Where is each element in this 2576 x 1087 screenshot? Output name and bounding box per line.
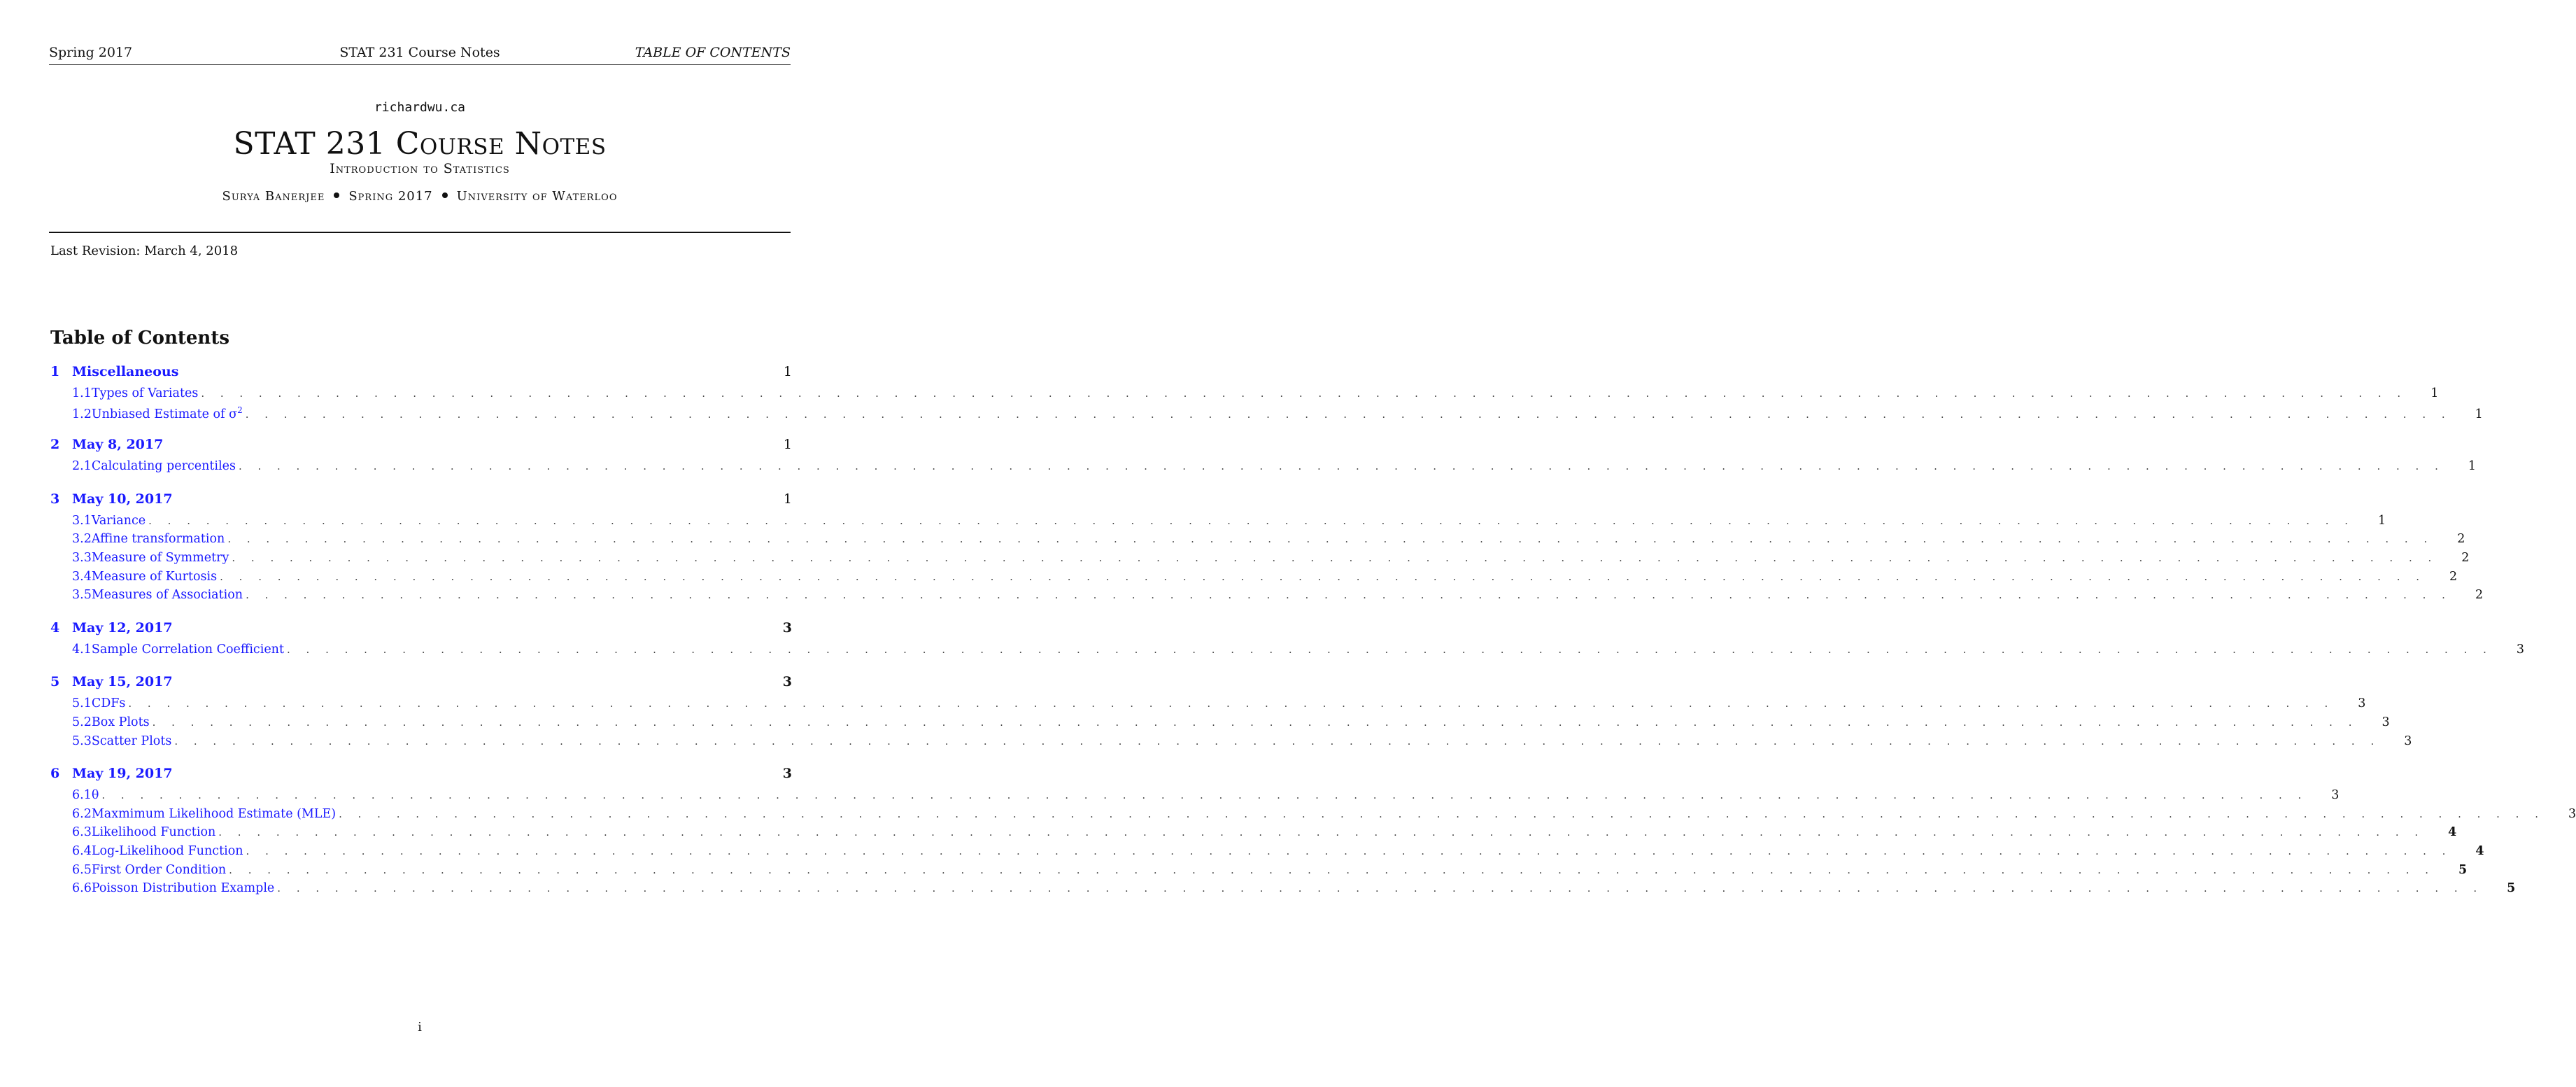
toc-subsection-title-text: Maxmimum Likelihood Estimate (MLE) [91,806,337,821]
toc-subsection-link[interactable] [50,550,2470,570]
page-title: STAT 231 Course Notes [233,126,607,162]
revision-note: Last Revision: March 4, 2018 [50,244,239,258]
toc-page-number: 3 [782,766,792,782]
page-number: i [418,1020,422,1035]
toc-leader-dots: . . . . . . . . . . . . . . . . . . . . . . . . . . . . . . . . . . . . . . . . . . . . . . . . . . . . . . . . . . . . . . . . . . . . . . . . . . . . . . . . . . . . . . . . . . . . . . . . . . . . . . . . . . . . . . . . . . . [246,589,2451,602]
toc-subsection-number: 5.2 [72,715,92,729]
toc-subsection-number: 5.3 [72,734,92,748]
toc-subsection-title-text: Measure of Symmetry [91,550,229,565]
toc-subsection-title[interactable] [92,881,277,895]
toc-subsection-title[interactable] [92,807,339,821]
toc-section-title[interactable]: May 12, 2017 [72,619,173,636]
toc-subsection-title[interactable] [92,588,246,602]
toc-page-number: 5 [2507,881,2516,896]
toc-subsection-link[interactable] [50,459,2476,478]
table-of-contents [50,364,2576,913]
toc-subsection-link[interactable] [50,532,2465,551]
toc-subsection-title-text: Poisson Distribution Example [91,881,275,896]
toc-subsection-number: 3.4 [72,569,92,584]
toc-subsection-link[interactable] [50,386,2439,405]
toc-page-number: 3 [2331,788,2340,803]
toc-subsection-title[interactable] [92,825,218,839]
toc-section-number: 6 [50,766,60,782]
toc-page-number: 3 [2358,696,2366,711]
toc-subsection-title-text: Unbiased Estimate of σ [91,407,238,421]
toc-subsection-link[interactable] [50,569,2458,589]
toc-subsection-title[interactable] [92,570,220,584]
toc-section-title[interactable]: May 10, 2017 [72,491,173,507]
toc-subsection-link[interactable] [50,825,2457,844]
toc-subsection-title-text: Log-Likelihood Function [91,843,243,858]
toc-page-number: 1 [783,364,792,379]
toc-section [50,766,2576,900]
toc-subsection-title-text: Variance [91,513,146,528]
toc-subsection-title[interactable] [92,696,129,710]
toc-leader-dots: . . . . . . . . . . . . . . . . . . . . . . . . . . . . . . . . . . . . . . . . . . . . . . . . . . . . . . . . . . . . . . . . . . . . . . . . . . . . . . . . . . . . . . . . . . . . . . . . . . . . . . . . . . . . . . . . . . . [152,715,2358,729]
toc-subsection-number: 6.2 [72,806,92,821]
toc-page-number: 1 [2475,407,2483,421]
toc-section-number: 2 [50,437,60,453]
toc-subsection-title[interactable] [92,643,287,657]
toc-leader-dots: . . . . . . . . . . . . . . . . . . . . . . . . . . . . . . . . . . . . . . . . . . . . . . . . . . . . . . . . . . . . . . . . . . . . . . . . . . . . . . . . . . . . . . . . . . . . . . . . . . . . . . . . . . . . . . . . . . . [128,697,2335,710]
header-left: Spring 2017 [49,45,133,60]
toc-leader-dots: . . . . . . . . . . . . . . . . . . . . . . . . . . . . . . . . . . . . . . . . . . . . . . . . . . . . . . . . . . . . . . . . . . . . . . . . . . . . . . . . . . . . . . . . . . . . . . . . . . . . . . . . . . . . . . . . . . . [339,807,2545,820]
toc-leader-dots: . . . . . . . . . . . . . . . . . . . . . . . . . . . . . . . . . . . . . . . . . . . . . . . . . . . . . . . . . . . . . . . . . . . . . . . . . . . . . . . . . . . . . . . . . . . . . . . . . . . . . . . . . . . . . . . . . . . [238,460,2444,473]
toc-subsection-number: 3.1 [72,513,92,528]
toc-subsection-title-text: Measure of Kurtosis [91,569,218,584]
toc-page-number: 2 [2449,569,2458,584]
toc-subsection-title-text: Types of Variates [91,386,199,400]
toc-subsection-title-text: First Order Condition [91,862,227,877]
toc-section-link[interactable] [50,491,792,514]
toc-section-link[interactable] [50,364,792,386]
toc-subsection-number: 6.5 [72,862,92,877]
toc-subsection-link[interactable] [50,843,2484,863]
toc-leader-dots: . . . . . . . . . . . . . . . . . . . . . . . . . . . . . . . . . . . . . . . . . . . . . . . . . . . . . . . . . . . . . . . . . . . . . . . . . . . . . . . . . . . . . . . . . . . . . . . . . . . . . . . . . . . . . . . . . . . [287,643,2493,656]
toc-subsection-title-text: Measures of Association [91,588,243,603]
toc-subsection-link[interactable] [50,862,2468,882]
toc-subsection-title[interactable] [92,551,232,565]
toc-section [50,364,2483,423]
toc-page-number: 4 [2448,825,2457,840]
running-header [49,45,791,65]
toc-section-number: 1 [50,364,60,379]
bullet-icon [334,192,339,198]
toc-subsection-title-text: Box Plots [91,715,150,729]
toc-page-number: 1 [783,437,792,453]
toc-leader-dots: . . . . . . . . . . . . . . . . . . . . . . . . . . . . . . . . . . . . . . . . . . . . . . . . . . . . . . . . . . . . . . . . . . . . . . . . . . . . . . . . . . . . . . . . . . . . . . . . . . . . . . . . . . . . . . . . . . . [101,789,2308,802]
toc-heading: Table of Contents [50,328,229,349]
toc-page-number: 3 [782,619,792,636]
toc-subsection-title[interactable] [92,715,153,729]
toc-section-link[interactable] [50,437,792,459]
toc-subsection-number: 3.5 [72,588,92,603]
toc-page-number: 5 [2458,862,2468,877]
toc-section [50,619,2525,661]
toc-subsection-number: 6.3 [72,825,92,840]
toc-subsection-title[interactable] [92,788,102,802]
toc-subsection-title-text: Calculating percentiles [91,459,236,474]
toc-leader-dots: . . . . . . . . . . . . . . . . . . . . . . . . . . . . . . . . . . . . . . . . . . . . . . . . . . . . . . . . . . . . . . . . . . . . . . . . . . . . . . . . . . . . . . . . . . . . . . . . . . . . . . . . . . . . . . . . . . . [245,407,2451,421]
toc-leader-dots: . . . . . . . . . . . . . . . . . . . . . . . . . . . . . . . . . . . . . . . . . . . . . . . . . . . . . . . . . . . . . . . . . . . . . . . . . . . . . . . . . . . . . . . . . . . . . . . . . . . . . . . . . . . . . . . . . . . [174,734,2381,748]
byline [0,189,840,204]
toc-leader-dots: . . . . . . . . . . . . . . . . . . . . . . . . . . . . . . . . . . . . . . . . . . . . . . . . . . . . . . . . . . . . . . . . . . . . . . . . . . . . . . . . . . . . . . . . . . . . . . . . . . . . . . . . . . . . . . . . . . . [246,844,2452,857]
toc-subsection-title[interactable] [92,844,246,858]
bullet-icon [442,192,448,198]
toc-subsection-link[interactable] [50,806,2576,826]
toc-subsection-link[interactable] [50,696,2366,715]
toc-subsection-title-text: Sample Correlation Coefficient [91,642,284,657]
byline-author: Surya Banerjee [222,189,325,204]
toc-subsection-title[interactable] [92,734,175,748]
toc-page-number: 3 [2382,715,2390,729]
toc-subsection-title[interactable] [92,405,246,421]
toc-subsection-number: 2.1 [72,459,92,474]
toc-leader-dots: . . . . . . . . . . . . . . . . . . . . . . . . . . . . . . . . . . . . . . . . . . . . . . . . . . . . . . . . . . . . . . . . . . . . . . . . . . . . . . . . . . . . . . . . . . . . . . . . . . . . . . . . . . . . . . . . . . . [227,533,2434,546]
toc-subsection-link[interactable] [50,513,2386,533]
toc-subsection-title-text: Scatter Plots [91,734,172,748]
toc-section-title[interactable]: May 19, 2017 [72,766,173,782]
toc-subsection-number: 1.2 [72,407,92,421]
title-rule [49,232,791,233]
toc-section-link[interactable] [50,674,792,696]
toc-subsection-title[interactable] [92,532,227,546]
toc-subsection-link[interactable] [50,734,2412,753]
toc-subsection-title[interactable] [92,386,201,400]
toc-section-number: 5 [50,674,60,690]
toc-subsection-number: 3.2 [72,532,92,547]
toc-subsection-link[interactable] [50,715,2390,734]
header-right: TABLE OF CONTENTS [635,45,791,60]
toc-page-number: 3 [782,674,792,690]
toc-section [50,437,2476,478]
toc-subsection-title-text: θ [91,788,99,803]
toc-page-number: 4 [2475,843,2484,858]
toc-subsection-number: 4.1 [72,642,92,657]
toc-section [50,491,2484,607]
toc-subsection-link[interactable] [50,405,2483,424]
site-url: richardwu.ca [374,100,466,115]
toc-subsection-title-text: CDFs [91,696,126,711]
toc-section-title[interactable]: May 8, 2017 [72,437,164,453]
toc-page-number: 1 [783,491,792,507]
toc-leader-dots: . . . . . . . . . . . . . . . . . . . . . . . . . . . . . . . . . . . . . . . . . . . . . . . . . . . . . . . . . . . . . . . . . . . . . . . . . . . . . . . . . . . . . . . . . . . . . . . . . . . . . . . . . . . . . . . . . . . [229,863,2435,876]
toc-leader-dots: . . . . . . . . . . . . . . . . . . . . . . . . . . . . . . . . . . . . . . . . . . . . . . . . . . . . . . . . . . . . . . . . . . . . . . . . . . . . . . . . . . . . . . . . . . . . . . . . . . . . . . . . . . . . . . . . . . . [232,551,2438,564]
toc-subsection-title[interactable] [92,459,239,473]
page-subtitle: Introduction to Statistics [330,161,510,176]
toc-section-link[interactable] [50,766,792,788]
toc-page-number: 1 [2378,513,2386,528]
toc-page-number: 1 [2430,386,2439,400]
toc-subsection-link[interactable] [50,881,2516,900]
toc-page-number: 3 [2404,734,2412,748]
toc-subsection-title[interactable] [92,514,148,528]
toc-section-number: 4 [50,619,60,636]
toc-section-number: 3 [50,491,60,507]
toc-page-number: 2 [2461,550,2470,565]
toc-subsection-link[interactable] [50,788,2340,807]
toc-page-number: 2 [2475,588,2484,603]
toc-superscript: 2 [237,405,243,415]
toc-page-number: 3 [2516,642,2525,657]
toc-leader-dots: . . . . . . . . . . . . . . . . . . . . . . . . . . . . . . . . . . . . . . . . . . . . . . . . . . . . . . . . . . . . . . . . . . . . . . . . . . . . . . . . . . . . . . . . . . . . . . . . . . . . . . . . . . . . . . . . . . . [218,826,2425,839]
toc-subsection-link[interactable] [50,588,2484,607]
toc-subsection-number: 3.3 [72,550,92,565]
toc-page-number: 1 [2468,459,2476,474]
toc-section-title[interactable]: May 15, 2017 [72,674,173,690]
toc-subsection-title[interactable] [92,863,229,877]
toc-subsection-title-text: Affine transformation [91,532,225,547]
toc-subsection-number: 6.4 [72,843,92,858]
toc-page-number: 2 [2457,532,2465,547]
toc-page-number: 3 [2568,806,2576,821]
toc-subsection-number: 5.1 [72,696,92,711]
toc-leader-dots: . . . . . . . . . . . . . . . . . . . . . . . . . . . . . . . . . . . . . . . . . . . . . . . . . . . . . . . . . . . . . . . . . . . . . . . . . . . . . . . . . . . . . . . . . . . . . . . . . . . . . . . . . . . . . . . . . . . [201,387,2407,400]
toc-subsection-link[interactable] [50,642,2525,661]
toc-section-link[interactable] [50,620,792,643]
toc-leader-dots: . . . . . . . . . . . . . . . . . . . . . . . . . . . . . . . . . . . . . . . . . . . . . . . . . . . . . . . . . . . . . . . . . . . . . . . . . . . . . . . . . . . . . . . . . . . . . . . . . . . . . . . . . . . . . . . . . . . [220,570,2426,583]
toc-section-title[interactable]: Miscellaneous [72,364,179,379]
byline-school: University of Waterloo [456,189,618,204]
byline-term: Spring 2017 [348,189,433,204]
header-center: STAT 231 Course Notes [339,45,500,60]
toc-subsection-number: 6.1 [72,788,92,803]
toc-leader-dots: . . . . . . . . . . . . . . . . . . . . . . . . . . . . . . . . . . . . . . . . . . . . . . . . . . . . . . . . . . . . . . . . . . . . . . . . . . . . . . . . . . . . . . . . . . . . . . . . . . . . . . . . . . . . . . . . . . . [148,514,2355,527]
toc-subsection-title-text: Likelihood Function [91,825,216,840]
toc-subsection-number: 6.6 [72,881,92,896]
toc-section [50,674,2412,752]
toc-leader-dots: . . . . . . . . . . . . . . . . . . . . . . . . . . . . . . . . . . . . . . . . . . . . . . . . . . . . . . . . . . . . . . . . . . . . . . . . . . . . . . . . . . . . . . . . . . . . . . . . . . . . . . . . . . . . . . . . . . . [277,882,2484,895]
toc-subsection-number: 1.1 [72,386,92,400]
